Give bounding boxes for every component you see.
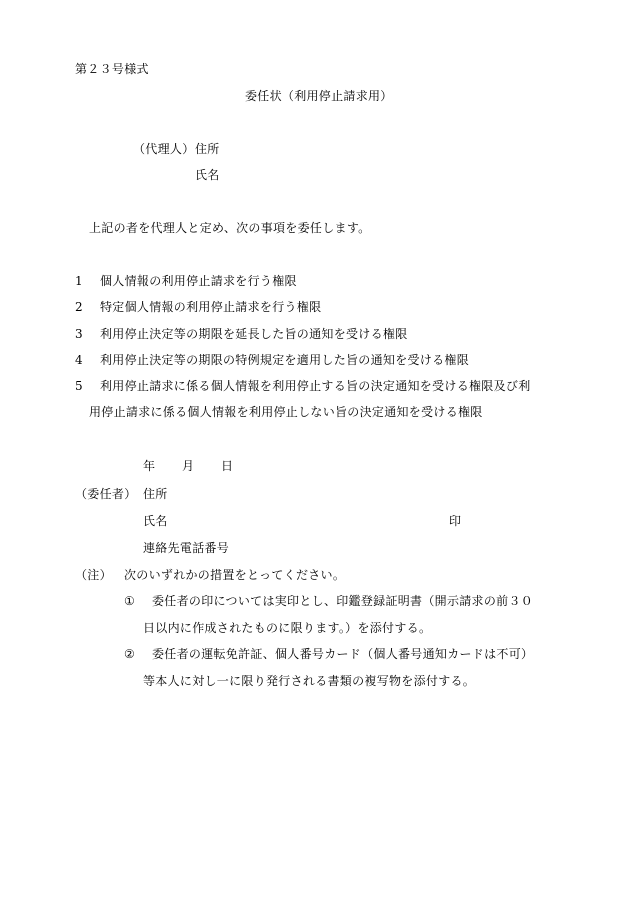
date-day-label: 日 — [221, 459, 234, 473]
date-year-label: 年 — [143, 459, 156, 473]
item-text: 利用停止決定等の期限の特例規定を適用した旨の通知を受ける権限 — [100, 353, 470, 367]
item-text: 特定個人情報の利用停止請求を行う権限 — [100, 300, 322, 314]
intro-text: 上記の者を代理人と定め、次の事項を委任します。 — [89, 221, 371, 235]
item-number: 2 — [75, 300, 83, 314]
item-text: 利用停止決定等の期限を延長した旨の通知を受ける権限 — [100, 327, 408, 341]
item-number: 1 — [75, 274, 83, 288]
principal-address-label: 住所 — [143, 487, 168, 501]
note-item-text-continued: 等本人に対し一に限り発行される書類の複写物を添付する。 — [143, 674, 476, 688]
principal-name-label: 氏名 — [143, 514, 168, 528]
note-item-text: 委任者の運転免許証、個人番号カード（個人番号通知カードは不可） — [152, 647, 534, 661]
seal-mark: 印 — [449, 514, 462, 528]
item-number: 3 — [75, 327, 83, 341]
item-number: 5 — [75, 379, 83, 393]
note-item-text: 委任者の印については実印とし、印鑑登録証明書（開示請求の前３０ — [152, 594, 534, 608]
item-text-continued: 用停止請求に係る個人情報を利用停止しない旨の決定通知を受ける権限 — [89, 405, 483, 419]
document-title: 委任状（利用停止請求用） — [245, 89, 393, 103]
principal-role: （委任者） — [75, 487, 137, 501]
agent-name-label: 氏名 — [195, 168, 220, 182]
note-text: 次のいずれかの措置をとってください。 — [124, 568, 346, 582]
note-item-mark: ① — [124, 594, 136, 608]
principal-phone-label: 連絡先電話番号 — [143, 541, 230, 555]
date-month-label: 月 — [182, 459, 195, 473]
item-text: 利用停止請求に係る個人情報を利用停止する旨の決定通知を受ける権限及び利 — [100, 379, 531, 393]
note-label: （注） — [75, 568, 112, 582]
item-text: 個人情報の利用停止請求を行う権限 — [100, 274, 297, 288]
note-item-text-continued: 日以内に作成されたものに限ります。）を添付する。 — [143, 621, 432, 635]
agent-address-label: 住所 — [195, 142, 220, 156]
agent-role: （代理人） — [133, 142, 195, 156]
form-number: 第２３号様式 — [75, 62, 149, 76]
item-number: 4 — [75, 353, 83, 367]
note-item-mark: ② — [124, 647, 136, 661]
